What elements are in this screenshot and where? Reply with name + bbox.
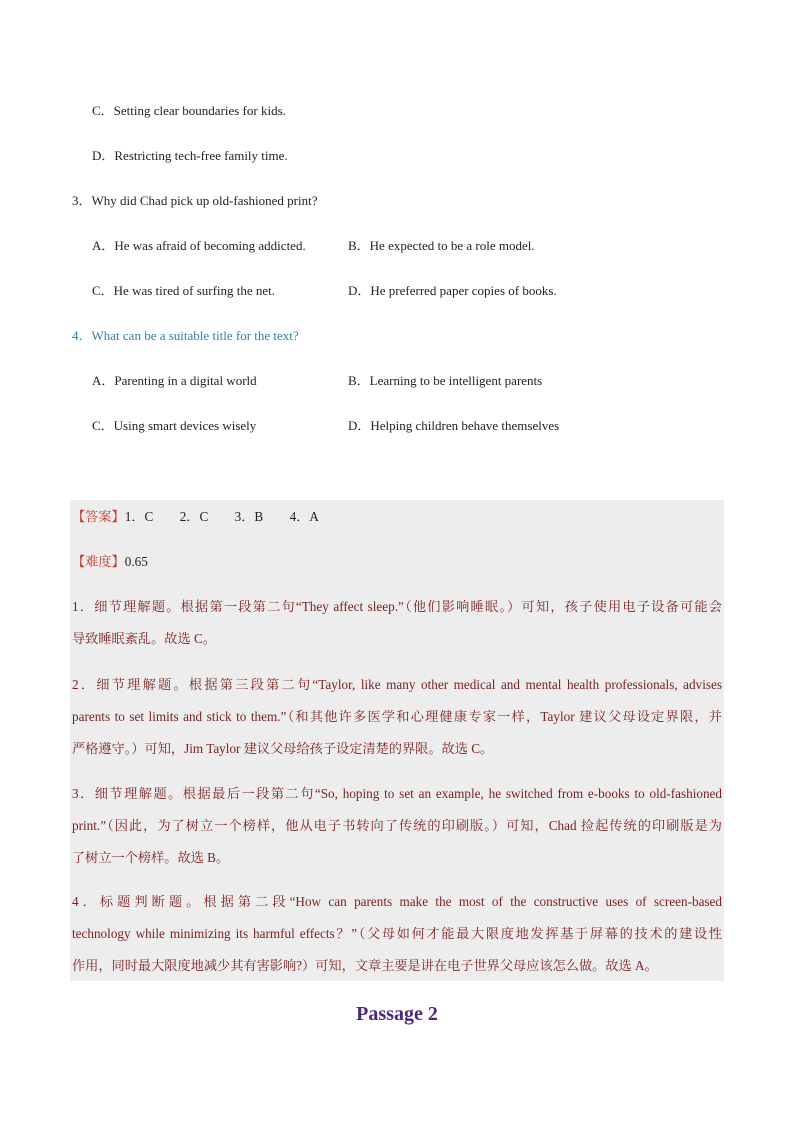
explanation-2-line-3: 严格遵守。）可知，Jim Taylor 建议父母给孩子设定清楚的界限。故选 C。 (72, 741, 494, 756)
explanation-1-line-2: 导致睡眠紊乱。故选 C。 (72, 631, 216, 646)
explanation-3-line-2: print.”（因此，为了树立一个榜样，他从电子书转向了传统的印刷版。）可知，Chad 捡起传统的印刷版是为 (72, 818, 722, 833)
q2-option-c: C．Setting clear boundaries for kids. (92, 103, 286, 118)
explanation-1-line-1: 1．细节理解题。根据第一段第二句“They affect sleep.”（他们影响睡眠。）可知，孩子使用电子设备可能会 (72, 599, 722, 614)
answer-row (72, 508, 319, 526)
difficulty-value: 0.65 (124, 554, 148, 569)
explanation-3-line-3: 了树立一个榜样。故选 B。 (72, 850, 230, 865)
answer-label: 【答案】 (72, 509, 125, 524)
explanation-4-line-1: 4．标题判断题。根据第二段“How can parents make the most of the constructive uses of screen-based (72, 894, 722, 909)
explanation-2-line-2: parents to set limits and stick to them.”（和其他许多医学和心理健康专家一样，Taylor 建议父母设定界限，并 (72, 709, 722, 724)
q4-option-a: A．Parenting in a digital world (92, 373, 257, 388)
passage-title: Passage 2 (356, 1003, 438, 1025)
explanation-4-line-2: technology while minimizing its harmful effects？”（父母如何才能最大限度地发挥基于屏幕的技术的建设性 (72, 926, 722, 941)
answer-explanation-box (70, 500, 724, 981)
q4-option-c: C．Using smart devices wisely (92, 418, 257, 433)
q3-option-b: B．He expected to be a role model. (348, 238, 535, 253)
q3-option-d: D．He preferred paper copies of books. (348, 283, 557, 298)
explanation-3-line-1: 3．细节理解题。根据最后一段第二句“So, hoping to set an example, he switched from e-books to old-fashioned (72, 786, 722, 801)
q4-stem: 4．What can be a suitable title for the text? (72, 328, 299, 343)
answer-values: 1．C 2．C 3．B 4．A (124, 509, 319, 524)
q3-option-a: A．He was afraid of becoming addicted. (92, 238, 306, 253)
explanation-4-line-3: 作用，同时最大限度地减少其有害影响?）可知，文章主要是讲在电子世界父母应该怎么做。故选 A。 (72, 958, 658, 973)
q4-option-b: B．Learning to be intelligent parents (348, 373, 543, 388)
difficulty-row (72, 553, 148, 571)
q4-option-d: D．Helping children behave themselves (348, 418, 560, 433)
explanation-2-line-1: 2．细节理解题。根据第三段第二句“Taylor, like many other medical and mental health professionals, advises (72, 677, 722, 692)
q3-option-c: C．He was tired of surfing the net. (92, 283, 276, 298)
difficulty-label: 【难度】 (72, 554, 125, 569)
q3-stem: 3．Why did Chad pick up old-fashioned print? (72, 193, 318, 208)
q2-option-d: D．Restricting tech-free family time. (92, 148, 288, 163)
